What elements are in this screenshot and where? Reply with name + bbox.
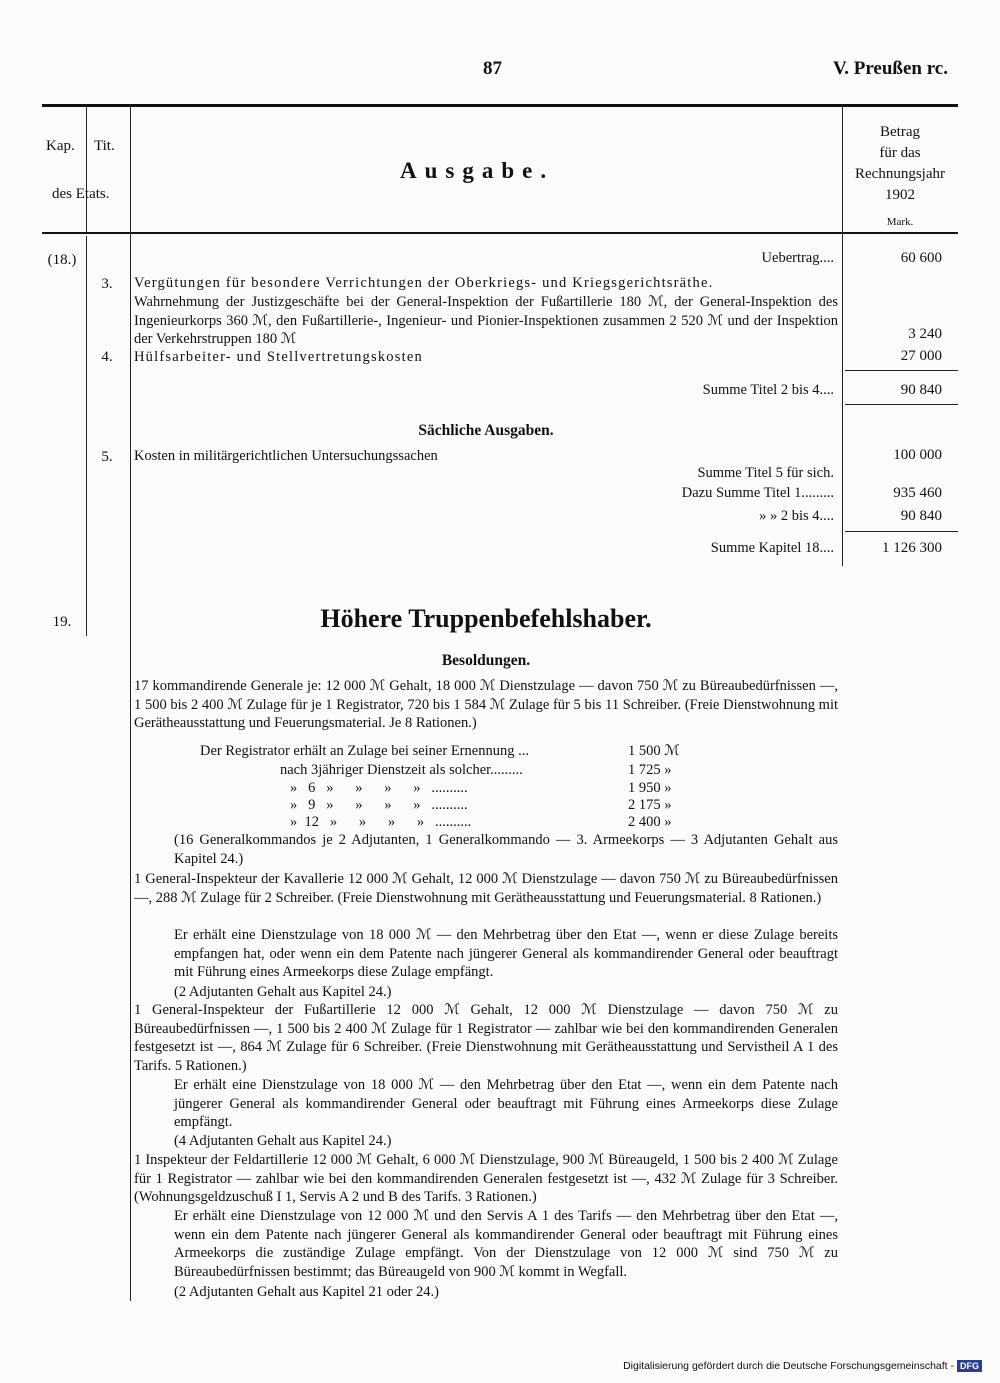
registrator-row-6-amount: 1 950 » [628, 780, 672, 796]
dfg-logo: DFG [957, 1360, 982, 1372]
col-tit-header: Tit. [94, 138, 115, 154]
page-number: 87 [483, 58, 502, 79]
titel-4-amount: 27 000 [900, 348, 942, 364]
table-title: Ausgabe. [400, 158, 555, 183]
col-divider-tit-text [130, 106, 131, 1301]
titel-5-label: 5. [101, 449, 113, 465]
paragraph-fussartillerie-zulage: Er erhält eine Dienstzulage von 18 000 ℳ — den Mehrbetrag über den Etat —, wenn ein dem Patente nach jüngerer General als kommandirender General oder beauftragt mit Führung eines Armeekorps diese Zulage empfängt. [174, 1077, 838, 1131]
registrator-row-3-amount: 1 725 » [628, 762, 672, 778]
summe-kapitel-18-label: Summe Kapitel 18.... [710, 540, 834, 556]
registrator-intro: Der Registrator erhält an Zulage bei seiner Ernennung ... [200, 743, 529, 759]
paragraph-feldartillerie-zulage: Er erhält eine Dienstzulage von 12 000 ℳ und den Servis A 1 des Tarifs — den Mehrbetrag über den Etat —, wenn ein dem Patente nach jüngerer General als kommandirender General oder beauftragt mit Führung eines Armeekorps die zuständige Zulage empfängt. Von der Dienstzulage von 12 000 ℳ sind 750 ℳ zu Büreaubedürfnissen bestimmt; das Büreaugeld von 900 ℳ kommt in Wegfall. [174, 1208, 838, 1281]
paragraph-kavallerie-zulage: Er erhält eine Dienstzulage von 18 000 ℳ — den Mehrbetrag über den Etat —, wenn er diese Zulage bereits empfangen hat, oder wenn ein dem Patente nach jüngerer General als kommandirender General oder beauftragt mit Führung eines Armeekorps diese Zulage empfängt. [174, 927, 838, 981]
saechliche-ausgaben-heading: Sächliche Ausgaben. [418, 422, 554, 439]
summe-kapitel-18-amount: 1 126 300 [882, 540, 942, 556]
besoldungen-heading: Besoldungen. [441, 652, 531, 669]
kapitel-19-label: 19. [52, 614, 72, 630]
registrator-row-6: » 6 » » » » .......... [290, 780, 468, 796]
summe-titel-2-4-amount: 90 840 [900, 382, 942, 398]
titel-4-text: Hülfsarbeiter- und Stellvertretungskosten [134, 349, 423, 365]
paragraph-inspekteur-feldartillerie: 1 Inspekteur der Feldartillerie 12 000 ℳ Gehalt, 6 000 ℳ Dienstzulage, 900 ℳ Büreaugeld, 1 500 bis 2 400 ℳ Zulage für 1 Registrator — zahlbar wie bei den kommandirenden Generalen festgesetzt ist —, 432 ℳ Zulage für 3 Schreiber. (Wohnungsgeldzuschuß I 1, Servis A 2 und B des Tarifs. 3 Rationen.) [134, 1152, 838, 1206]
sum-line-2 [845, 404, 958, 405]
dazu-titel-1-amount: 935 460 [893, 485, 942, 501]
uebertrag-amount: 60 600 [900, 250, 942, 266]
registrator-intro-amount: 1 500 ℳ [628, 743, 680, 759]
unit-label: Mark. [886, 216, 914, 228]
registrator-row-9-amount: 2 175 » [628, 797, 672, 813]
header-rule [42, 232, 958, 234]
betrag-header [842, 122, 958, 233]
titel-4-label: 4. [101, 349, 113, 365]
titel-5-amount: 100 000 [893, 447, 942, 463]
registrator-row-12: » 12 » » » » .......... [290, 814, 472, 830]
uebertrag-label: Uebertrag.... [761, 250, 834, 266]
kapitel-19-title: Höhere Truppenbefehlshaber. [320, 604, 652, 633]
titel-3-amount: 3 240 [908, 326, 942, 342]
kapitel-18-label: (18.) [47, 252, 77, 268]
paragraph-inspekteur-fussartillerie: 1 General-Inspekteur der Fußartillerie 12 000 ℳ Gehalt, 12 000 ℳ Dienstzulage — davon 750 ℳ zu Büreaubedürfnissen —, 1 500 bis 2 400 ℳ Zulage für 1 Registrator — zahlbar wie bei den kommandirenden Generalen festgesetzt ist —, 864 ℳ Zulage für 6 Schreiber. (Freie Dienstwohnung mit Gerätheausstattung und Servistheil A 1 des Tarifs. 5 Rationen.) [134, 1002, 838, 1075]
note-kavallerie-adjutanten: (2 Adjutanten Gehalt aus Kapitel 24.) [174, 984, 392, 1000]
titel-3-label: 3. [101, 276, 113, 292]
betrag-line3: Rechnungsjahr [855, 166, 945, 182]
running-head: V. Preußen rc. [832, 58, 948, 79]
sum-line-1 [845, 370, 958, 371]
note-feldartillerie-adjutanten: (2 Adjutanten Gehalt aus Kapitel 21 oder 24.) [174, 1284, 439, 1300]
col-kap-header: Kap. [46, 138, 75, 154]
betrag-line2: für das [879, 145, 921, 161]
sum-line-3 [845, 531, 958, 532]
betrag-line1: Betrag [880, 124, 920, 140]
note-generalkommandos: (16 Generalkommandos je 2 Adjutanten, 1 Generalkommando — 3. Armeekorps — 3 Adjutanten Gehalt aus Kapitel 24.) [174, 832, 838, 867]
titel-5-text: Kosten in militärgerichtlichen Untersuchungssachen [134, 448, 438, 464]
registrator-row-9: » 9 » » » » .......... [290, 797, 468, 813]
dazu-titel-1-label: Dazu Summe Titel 1......... [681, 485, 834, 501]
betrag-line4: 1902 [885, 187, 915, 203]
digitization-footer [623, 1360, 982, 1372]
summe-titel-5-label: Summe Titel 5 für sich. [697, 465, 834, 481]
note-fussartillerie-adjutanten: (4 Adjutanten Gehalt aus Kapitel 24.) [174, 1133, 392, 1149]
summe-titel-2-4-label: Summe Titel 2 bis 4.... [702, 382, 834, 398]
registrator-row-12-amount: 2 400 » [628, 814, 672, 830]
titel-3-text: Wahrnehmung der Justizgeschäfte bei der General-Inspektion der Fußartillerie 180 ℳ, der General-Inspektion des Ingenieurkorps 360 ℳ, den Fußartillerie-, Ingenieur- und Pionier-Inspektionen zusammen 2 520 ℳ und der Inspektion der Verkehrstruppen 180 ℳ [134, 294, 838, 348]
dazu-titel-2-4-label: » » 2 bis 4.... [759, 508, 834, 524]
registrator-row-3: nach 3jähriger Dienstzeit als solcher......... [280, 762, 523, 778]
dazu-titel-2-4-amount: 90 840 [900, 508, 942, 524]
footer-text: Digitalisierung gefördert durch die Deutsche Forschungsgemeinschaft - [623, 1360, 954, 1372]
paragraph-inspekteur-kavallerie: 1 General-Inspekteur der Kavallerie 12 000 ℳ Gehalt, 12 000 ℳ Dienstzulage — davon 750 ℳ zu Büreaubedürfnissen —, 288 ℳ Zulage für 2 Schreiber. (Freie Dienstwohnung mit Gerätheausstattung und Feuerungsmaterial. 8 Rationen.) [134, 871, 838, 906]
col-divider-kap-tit [86, 236, 87, 636]
col-des-etats-header: des Etats. [52, 186, 110, 202]
top-rule [42, 104, 958, 107]
titel-3-heading: Vergütungen für besondere Verrichtungen der Oberkriegs- und Kriegsgerichtsräthe. [134, 275, 714, 291]
col-divider-kap-tit-header [86, 106, 87, 232]
paragraph-kommandirende-generale: 17 kommandirende Generale je: 12 000 ℳ Gehalt, 18 000 ℳ Dienstzulage — davon 750 ℳ zu Büreaubedürfnissen —, 1 500 bis 2 400 ℳ Zulage für je 1 Registrator, 720 bis 1 584 ℳ Zulage für 5 bis 11 Schreiber. (Freie Dienstwohnung mit Gerätheausstattung und Feuerungsmaterial. Je 8 Rationen.) [134, 678, 838, 732]
